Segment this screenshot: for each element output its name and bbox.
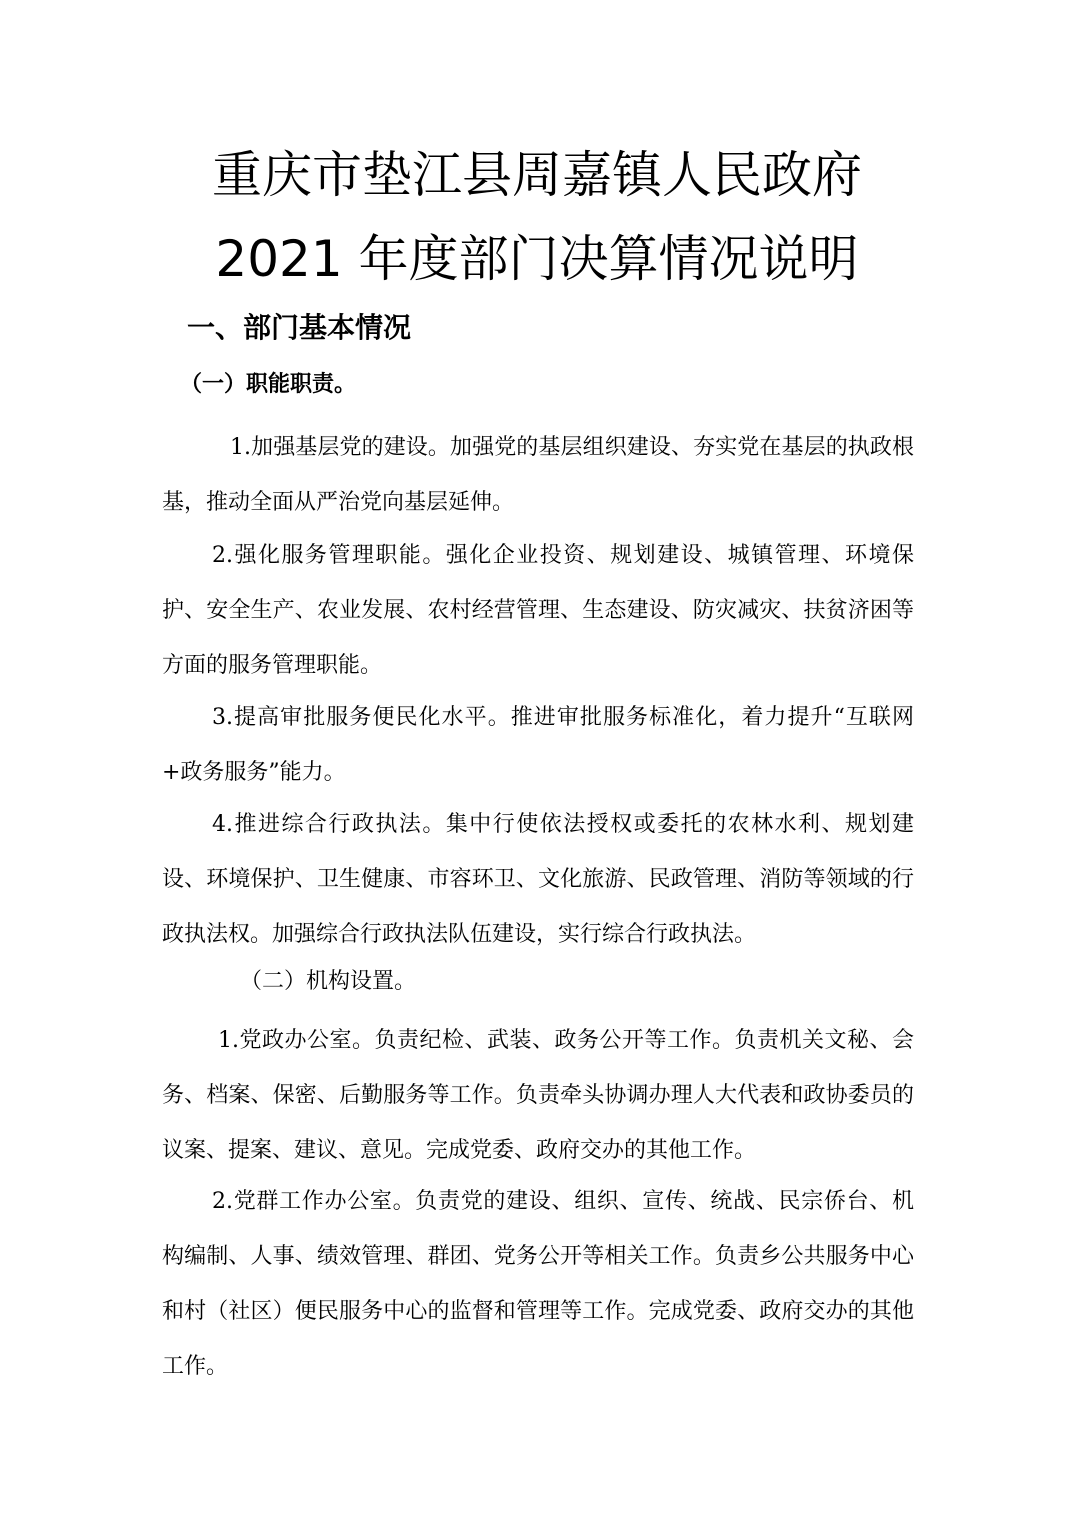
section-heading-basic-info: 一、部门基本情况 xyxy=(187,311,412,344)
paragraph-text: 1.党政办公室。负责纪检、武装、政务公开等工作。负责机关文秘、会务、档案、保密、后勤服务等工作。负责牵头协调办理人大代表和政协委员的议案、提案、建议、意见。完成党委、政府交办的其他工作。 xyxy=(162,1028,914,1163)
paragraph-function-1 xyxy=(162,420,914,530)
paragraph-text: 3.提高审批服务便民化水平。推进审批服务标准化，着力提升“互联网+政务服务”能力。 xyxy=(162,705,914,785)
paragraph-text: 2.党群工作办公室。负责党的建设、组织、宣传、统战、民宗侨台、机构编制、人事、绩效管理、群团、党务公开等相关工作。负责乡公共服务中心和村（社区）便民服务中心的监督和管理等工作。完成党委、政府交办的其他工作。 xyxy=(162,1189,914,1379)
paragraph-function-3 xyxy=(162,690,914,800)
paragraph-text: 4.推进综合行政执法。集中行使依法授权或委托的农林水利、规划建设、环境保护、卫生健康、市容环卫、文化旅游、民政管理、消防等领域的行政执法权。加强综合行政执法队伍建设，实行综合行政执法。 xyxy=(162,812,914,947)
paragraph-org-1 xyxy=(162,1013,914,1178)
paragraph-function-2 xyxy=(162,528,914,693)
document-title-line-2: 2021 年度部门决算情况说明 xyxy=(215,230,859,288)
paragraph-text: 1.加强基层党的建设。加强党的基层组织建设、夯实党在基层的执政根基，推动全面从严治党向基层延伸。 xyxy=(162,435,914,515)
paragraph-function-4 xyxy=(162,797,914,962)
paragraph-org-2 xyxy=(162,1174,914,1394)
paragraph-text: 2.强化服务管理职能。强化企业投资、规划建设、城镇管理、环境保护、安全生产、农业发展、农村经营管理、生态建设、防灾减灾、扶贫济困等方面的服务管理职能。 xyxy=(162,543,914,678)
subsection-heading-organization: （二）机构设置。 xyxy=(240,969,417,994)
subsection-heading-functions: （一）职能职责。 xyxy=(180,372,357,397)
document-title-line-1: 重庆市垫江县周嘉镇人民政府 xyxy=(212,146,862,204)
